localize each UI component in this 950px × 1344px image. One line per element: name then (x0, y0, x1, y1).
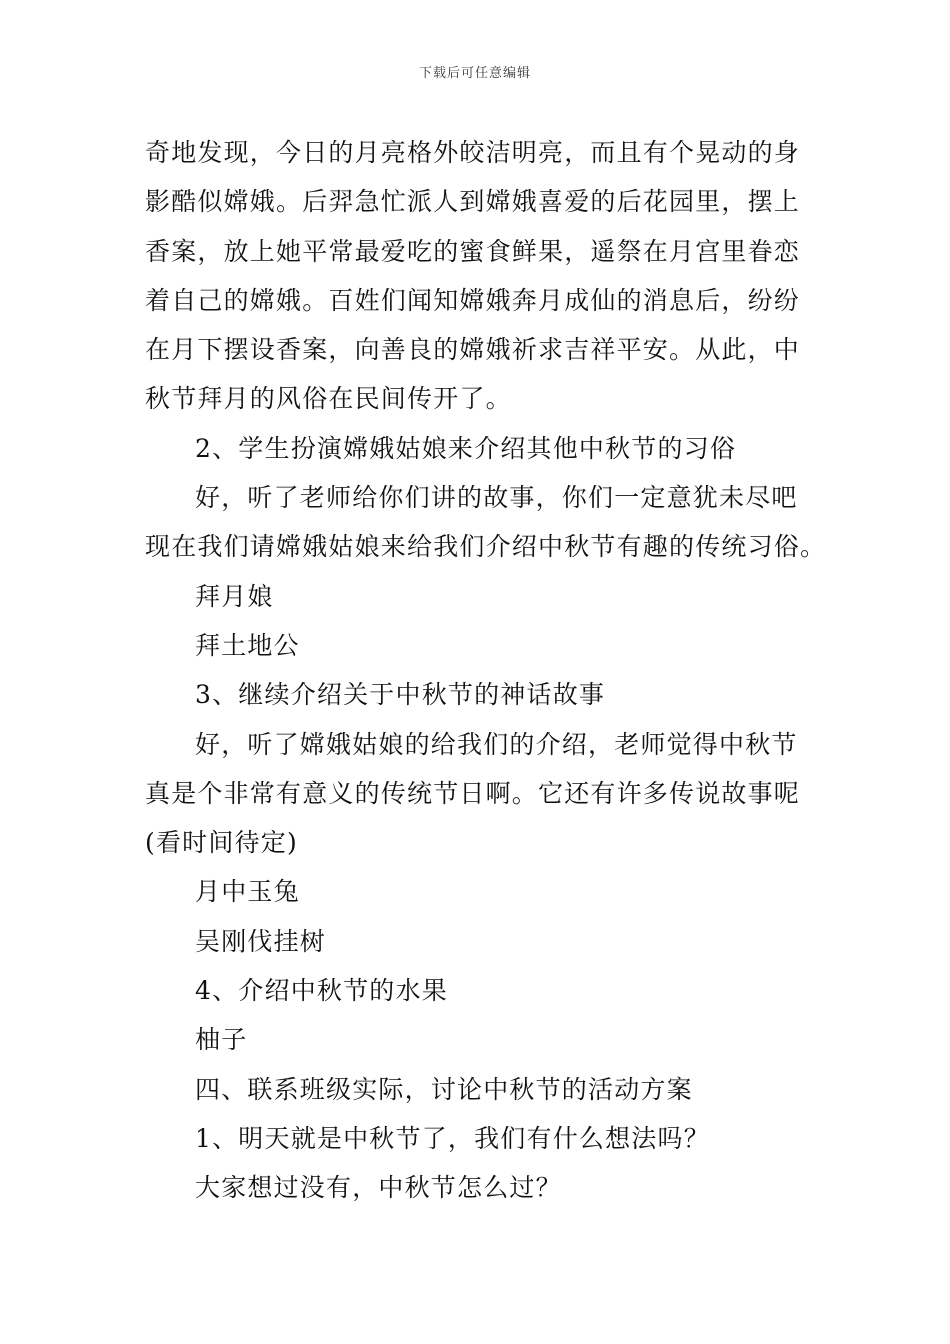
text-line: 柚子 (195, 1025, 248, 1055)
text-line: 大家想过没有，中秋节怎么过？ (195, 1173, 562, 1203)
text-line: 吴刚伐挂树 (195, 926, 327, 956)
text-line: 四、联系班级实际，讨论中秋节的活动方案 (195, 1074, 693, 1104)
text-line: 4、介绍中秋节的水果 (195, 976, 448, 1006)
text-line: 1、明天就是中秋节了，我们有什么想法吗？ (195, 1123, 710, 1153)
text-line: 奇地发现，今日的月亮格外皎洁明亮，而且有个晃动的身 (145, 138, 801, 167)
text-line: 拜月娘 (195, 581, 274, 611)
text-line: 影酷似嫦娥。后羿急忙派人到嫦娥喜爱的后花园里，摆上 (145, 187, 801, 217)
text-line: 秋节拜月的风俗在民间传开了。 (145, 384, 512, 414)
text-line: 在月下摆设香案，向善良的嫦娥祈求吉祥平安。从此，中 (145, 335, 801, 365)
text-line: 现在我们请嫦娥姑娘来给我们介绍中秋节有趣的传统习俗。 (145, 532, 827, 562)
text-line: (看时间待定) (145, 828, 298, 858)
document-body (145, 128, 827, 1213)
page-header: 下载后可任意编辑 (418, 66, 531, 81)
text-line: 拜土地公 (195, 630, 300, 660)
text-line: 好，听了老师给你们讲的故事，你们一定意犹未尽吧 (195, 483, 798, 513)
text-line: 好，听了嫦娥姑娘的给我们的介绍，老师觉得中秋节 (195, 729, 798, 759)
text-line: 3、继续介绍关于中秋节的神话故事 (195, 680, 606, 710)
text-line: 月中玉兔 (195, 877, 300, 907)
text-line: 真是个非常有意义的传统节日啊。它还有许多传说故事呢 (145, 778, 801, 808)
text-line: 着自己的嫦娥。百姓们闻知嫦娥奔月成仙的消息后，纷纷 (145, 285, 801, 315)
text-line: 香案，放上她平常最爱吃的蜜食鲜果，遥祭在月宫里眷恋 (145, 236, 801, 266)
text-line: 2、学生扮演嫦娥姑娘来介绍其他中秋节的习俗 (195, 433, 737, 463)
